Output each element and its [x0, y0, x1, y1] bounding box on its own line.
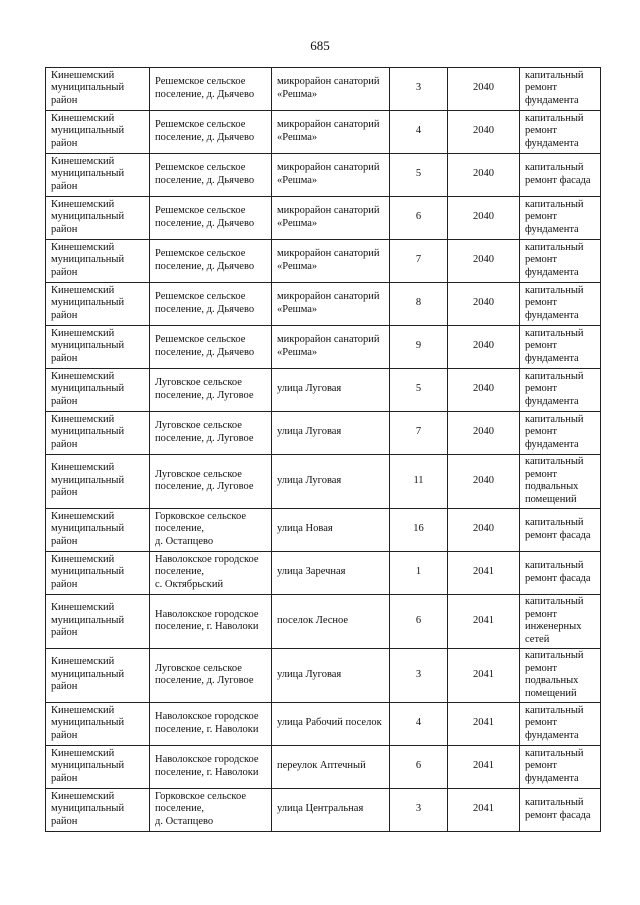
street-cell-text: микрорайон санаторий «Решма»	[277, 248, 380, 272]
house-number-cell	[390, 649, 448, 703]
settlement-cell-text: Решемское сельское поселение, д. Дьячево	[155, 205, 255, 229]
work-type-cell-text: капитальный ремонт фундамента	[525, 198, 584, 235]
district-cell	[46, 552, 150, 595]
work-type-cell-text: капитальный ремонт инженерных сетей	[525, 596, 584, 645]
year-cell	[448, 197, 520, 240]
work-type-cell-text: капитальный ремонт фундамента	[525, 112, 584, 149]
street-cell-text: улица Луговая	[277, 474, 342, 486]
district-cell-text: Кинешемский муниципальный район	[51, 510, 125, 547]
district-cell-text: Кинешемский муниципальный район	[51, 284, 125, 321]
street-cell-text: улица Заречная	[277, 566, 346, 578]
district-cell-text: Кинешемский муниципальный район	[51, 413, 125, 450]
house-number-cell-text: 4	[415, 717, 422, 729]
street-cell	[272, 111, 390, 154]
settlement-cell	[150, 746, 272, 789]
work-type-cell-text: капитальный ремонт подвальных помещений	[525, 456, 584, 505]
district-cell	[46, 283, 150, 326]
settlement-cell	[150, 509, 272, 552]
street-cell-text: улица Луговая	[277, 668, 342, 680]
district-cell	[46, 746, 150, 789]
year-cell-text: 2040	[473, 383, 494, 395]
district-cell-text: Кинешемский муниципальный район	[51, 747, 125, 784]
work-type-cell-text: капитальный ремонт фундамента	[525, 327, 584, 364]
year-cell	[448, 154, 520, 197]
year-cell	[448, 283, 520, 326]
house-number-cell	[390, 326, 448, 369]
street-cell	[272, 595, 390, 649]
settlement-cell-text: Луговское сельское поселение, д. Луговое	[155, 662, 254, 686]
year-cell	[448, 455, 520, 509]
street-cell-text: улица Рабочий поселок	[277, 717, 382, 729]
work-type-cell	[520, 509, 601, 552]
work-type-cell-text: капитальный ремонт фундамента	[525, 370, 584, 407]
settlement-cell-text: Луговское сельское поселение, д. Луговое	[155, 377, 254, 401]
table-row	[46, 154, 601, 197]
year-cell	[448, 746, 520, 789]
house-number-cell	[390, 789, 448, 832]
district-cell	[46, 789, 150, 832]
work-type-cell	[520, 746, 601, 789]
house-number-cell	[390, 552, 448, 595]
work-type-cell	[520, 455, 601, 509]
year-cell-text: 2041	[473, 717, 494, 729]
street-cell	[272, 703, 390, 746]
house-number-cell	[390, 240, 448, 283]
year-cell	[448, 240, 520, 283]
district-cell	[46, 111, 150, 154]
street-cell-text: микрорайон санаторий «Решма»	[277, 205, 380, 229]
district-cell	[46, 154, 150, 197]
street-cell-text: улица Луговая	[277, 383, 342, 395]
table-row	[46, 789, 601, 832]
settlement-cell-text: Решемское сельское поселение, д. Дьячево	[155, 162, 255, 186]
year-cell	[448, 326, 520, 369]
street-cell	[272, 197, 390, 240]
year-cell-text: 2040	[473, 254, 494, 266]
work-type-cell	[520, 240, 601, 283]
house-number-cell	[390, 455, 448, 509]
work-type-cell	[520, 703, 601, 746]
house-number-cell-text: 4	[415, 125, 422, 137]
settlement-cell	[150, 703, 272, 746]
district-cell-text: Кинешемский муниципальный район	[51, 602, 125, 639]
house-number-cell	[390, 746, 448, 789]
work-type-cell	[520, 111, 601, 154]
settlement-cell	[150, 197, 272, 240]
district-cell	[46, 649, 150, 703]
work-type-cell	[520, 789, 601, 832]
settlement-cell	[150, 412, 272, 455]
district-cell-text: Кинешемский муниципальный район	[51, 155, 125, 192]
house-number-cell	[390, 412, 448, 455]
settlement-cell	[150, 595, 272, 649]
district-cell	[46, 703, 150, 746]
table-row	[46, 197, 601, 240]
settlement-cell-text: Решемское сельское поселение, д. Дьячево	[155, 334, 255, 358]
work-type-cell-text: капитальный ремонт фундамента	[525, 284, 584, 321]
year-cell	[448, 509, 520, 552]
street-cell	[272, 154, 390, 197]
year-cell-text: 2041	[473, 566, 494, 578]
street-cell	[272, 412, 390, 455]
district-cell	[46, 455, 150, 509]
table-row	[46, 552, 601, 595]
settlement-cell	[150, 154, 272, 197]
street-cell-text: микрорайон санаторий «Решма»	[277, 334, 380, 358]
work-type-cell	[520, 68, 601, 111]
street-cell	[272, 649, 390, 703]
year-cell-text: 2041	[473, 760, 494, 772]
district-cell-text: Кинешемский муниципальный район	[51, 656, 125, 693]
district-cell-text: Кинешемский муниципальный район	[51, 553, 125, 590]
year-cell	[448, 412, 520, 455]
district-cell-text: Кинешемский муниципальный район	[51, 241, 125, 278]
street-cell	[272, 326, 390, 369]
page-number: 685	[310, 38, 330, 53]
house-number-cell	[390, 68, 448, 111]
district-cell	[46, 197, 150, 240]
year-cell	[448, 369, 520, 412]
year-cell-text: 2040	[473, 426, 494, 438]
work-type-cell-text: капитальный ремонт фундамента	[525, 704, 584, 741]
house-number-cell-text: 7	[415, 426, 422, 438]
settlement-cell-text: Наволокское городское поселение, с. Октябрьский	[155, 553, 259, 590]
district-cell	[46, 240, 150, 283]
settlement-cell	[150, 111, 272, 154]
district-cell	[46, 68, 150, 111]
street-cell	[272, 455, 390, 509]
table-row	[46, 111, 601, 154]
year-cell-text: 2040	[473, 474, 494, 486]
year-cell-text: 2040	[473, 168, 494, 180]
work-type-cell-text: капитальный ремонт фасада	[525, 162, 591, 186]
house-number-cell-text: 7	[415, 254, 422, 266]
house-number-cell-text: 3	[415, 668, 422, 680]
settlement-cell	[150, 552, 272, 595]
work-type-cell	[520, 326, 601, 369]
work-type-cell	[520, 412, 601, 455]
work-type-cell-text: капитальный ремонт подвальных помещений	[525, 650, 584, 699]
work-type-cell-text: капитальный ремонт фасада	[525, 797, 591, 821]
house-number-cell-text: 6	[415, 760, 422, 772]
year-cell	[448, 552, 520, 595]
district-cell	[46, 369, 150, 412]
year-cell	[448, 703, 520, 746]
house-number-cell	[390, 283, 448, 326]
table-row	[46, 455, 601, 509]
house-number-cell-text: 5	[415, 383, 422, 395]
street-cell-text: микрорайон санаторий «Решма»	[277, 76, 380, 100]
work-type-cell	[520, 649, 601, 703]
table-row	[46, 703, 601, 746]
house-number-cell	[390, 154, 448, 197]
work-type-cell	[520, 552, 601, 595]
year-cell	[448, 649, 520, 703]
work-type-cell	[520, 595, 601, 649]
house-number-cell-text: 6	[415, 211, 422, 223]
street-cell-text: переулок Аптечный	[277, 760, 366, 772]
work-type-cell-text: капитальный ремонт фундамента	[525, 747, 584, 784]
house-number-cell-text: 11	[413, 474, 424, 486]
year-cell-text: 2041	[473, 614, 494, 626]
street-cell	[272, 509, 390, 552]
settlement-cell-text: Луговское сельское поселение, д. Луговое	[155, 420, 254, 444]
table-row	[46, 509, 601, 552]
house-number-cell-text: 16	[413, 523, 424, 535]
settlement-cell-text: Наволокское городское поселение, г. Наволоки	[155, 711, 259, 735]
table-row	[46, 412, 601, 455]
work-type-cell-text: капитальный ремонт фундамента	[525, 69, 584, 106]
year-cell-text: 2040	[473, 82, 494, 94]
district-cell	[46, 595, 150, 649]
work-type-cell-text: капитальный ремонт фасада	[525, 517, 591, 541]
work-type-cell-text: капитальный ремонт фасада	[525, 560, 591, 584]
house-number-cell-text: 1	[415, 566, 422, 578]
street-cell-text: микрорайон санаторий «Решма»	[277, 162, 380, 186]
settlement-cell-text: Решемское сельское поселение, д. Дьячево	[155, 291, 255, 315]
settlement-cell	[150, 68, 272, 111]
street-cell-text: улица Луговая	[277, 426, 342, 438]
district-cell-text: Кинешемский муниципальный район	[51, 462, 125, 499]
year-cell-text: 2040	[473, 523, 494, 535]
settlement-cell	[150, 283, 272, 326]
settlement-cell	[150, 649, 272, 703]
district-cell-text: Кинешемский муниципальный район	[51, 327, 125, 364]
district-cell-text: Кинешемский муниципальный район	[51, 790, 125, 827]
settlement-cell-text: Горковское сельское поселение, д. Остапцево	[155, 790, 246, 827]
year-cell	[448, 595, 520, 649]
year-cell-text: 2041	[473, 668, 494, 680]
street-cell-text: микрорайон санаторий «Решма»	[277, 291, 380, 315]
street-cell	[272, 369, 390, 412]
settlement-cell	[150, 369, 272, 412]
table-row	[46, 68, 601, 111]
settlement-cell-text: Горковское сельское поселение, д. Остапцево	[155, 510, 246, 547]
house-number-cell	[390, 595, 448, 649]
house-number-cell-text: 9	[415, 340, 422, 352]
district-cell-text: Кинешемский муниципальный район	[51, 704, 125, 741]
work-type-cell	[520, 197, 601, 240]
house-number-cell-text: 5	[415, 168, 422, 180]
street-cell-text: улица Новая	[277, 523, 333, 535]
district-cell	[46, 326, 150, 369]
street-cell-text: микрорайон санаторий «Решма»	[277, 119, 380, 143]
house-number-cell-text: 8	[415, 297, 422, 309]
district-cell-text: Кинешемский муниципальный район	[51, 370, 125, 407]
year-cell-text: 2040	[473, 125, 494, 137]
table-row	[46, 369, 601, 412]
street-cell	[272, 789, 390, 832]
settlement-cell-text: Луговское сельское поселение, д. Луговое	[155, 468, 254, 492]
table-row	[46, 649, 601, 703]
work-type-cell	[520, 283, 601, 326]
year-cell-text: 2041	[473, 803, 494, 815]
table-row	[46, 240, 601, 283]
district-cell-text: Кинешемский муниципальный район	[51, 112, 125, 149]
house-number-cell	[390, 703, 448, 746]
settlement-cell-text: Наволокское городское поселение, г. Наволоки	[155, 754, 259, 778]
street-cell-text: улица Центральная	[277, 803, 364, 815]
work-type-cell-text: капитальный ремонт фундамента	[525, 241, 584, 278]
settlement-cell-text: Решемское сельское поселение, д. Дьячево	[155, 248, 255, 272]
street-cell	[272, 68, 390, 111]
year-cell	[448, 68, 520, 111]
district-cell-text: Кинешемский муниципальный район	[51, 198, 125, 235]
house-number-cell	[390, 509, 448, 552]
house-number-cell	[390, 111, 448, 154]
district-cell	[46, 509, 150, 552]
street-cell	[272, 283, 390, 326]
street-cell-text: поселок Лесное	[277, 614, 349, 626]
district-cell-text: Кинешемский муниципальный район	[51, 69, 125, 106]
work-type-cell	[520, 154, 601, 197]
house-number-cell-text: 6	[415, 614, 422, 626]
year-cell-text: 2040	[473, 297, 494, 309]
district-cell	[46, 412, 150, 455]
house-number-cell-text: 3	[415, 82, 422, 94]
settlement-cell-text: Решемское сельское поселение, д. Дьячево	[155, 119, 255, 143]
work-type-cell	[520, 369, 601, 412]
year-cell	[448, 111, 520, 154]
housing-repair-table	[45, 67, 601, 832]
settlement-cell	[150, 455, 272, 509]
table-row	[46, 595, 601, 649]
settlement-cell	[150, 326, 272, 369]
street-cell	[272, 240, 390, 283]
house-number-cell-text: 3	[415, 803, 422, 815]
year-cell	[448, 789, 520, 832]
table-body	[46, 68, 601, 832]
table-row	[46, 283, 601, 326]
year-cell-text: 2040	[473, 340, 494, 352]
year-cell-text: 2040	[473, 211, 494, 223]
street-cell	[272, 552, 390, 595]
settlement-cell-text: Решемское сельское поселение, д. Дьячево	[155, 76, 255, 100]
table-row	[46, 326, 601, 369]
house-number-cell	[390, 197, 448, 240]
table-row	[46, 746, 601, 789]
settlement-cell-text: Наволокское городское поселение, г. Наволоки	[155, 608, 259, 632]
settlement-cell	[150, 240, 272, 283]
settlement-cell	[150, 789, 272, 832]
street-cell	[272, 746, 390, 789]
work-type-cell-text: капитальный ремонт фундамента	[525, 413, 584, 450]
house-number-cell	[390, 369, 448, 412]
